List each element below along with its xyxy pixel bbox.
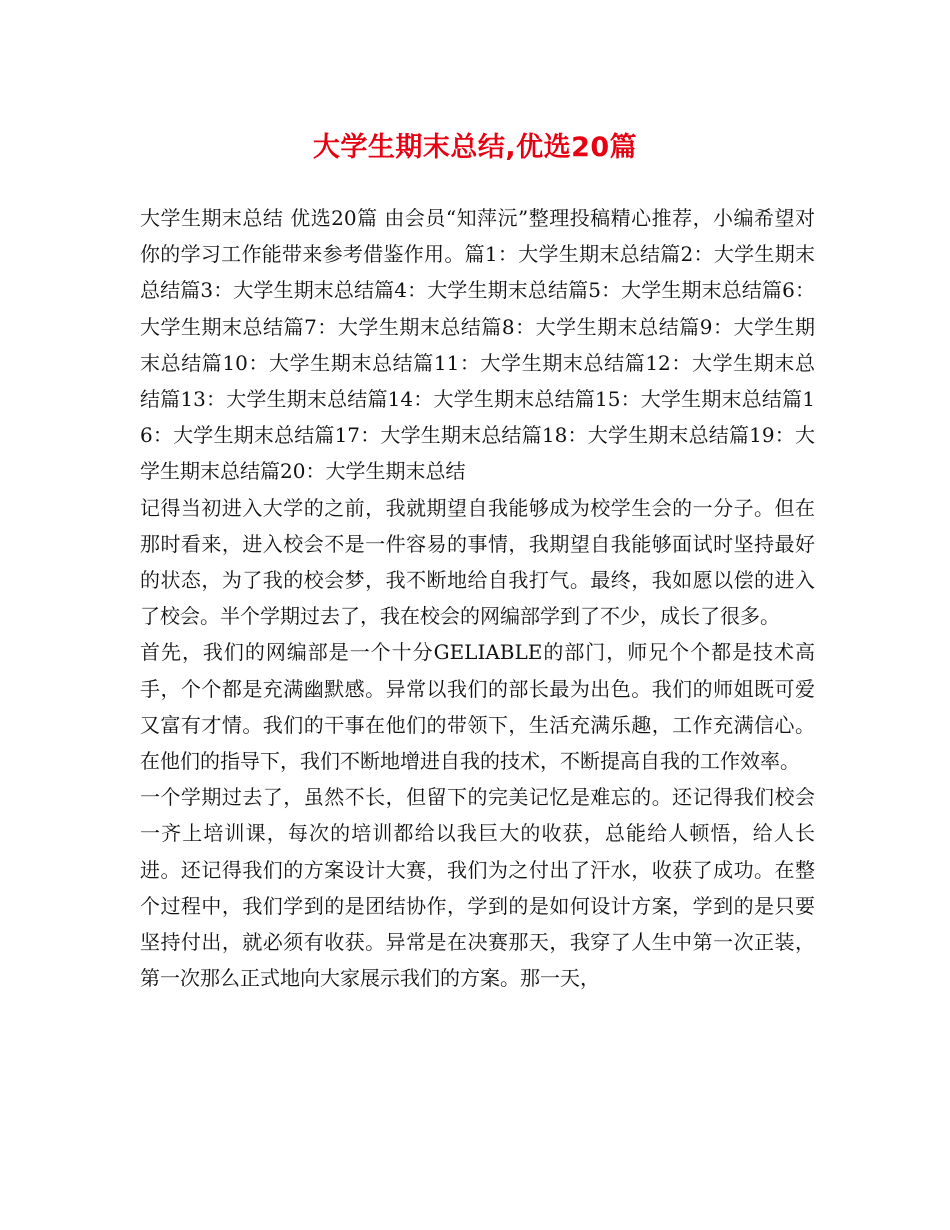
body-paragraph-1: 记得当初进入大学的之前，我就期望自我能够成为校学生会的一分子。但在那时看来，进入校会不是一件容易的事情，我期望自我能够面试时坚持最好的状态，为了我的校会梦，我不断地给自我打气。最终，我如愿以偿的进入了校会。半个学期过去了，我在校会的网编部学到了不少，成长了很多。 xyxy=(140,495,815,629)
body-paragraph-3: 一个学期过去了，虽然不长，但留下的完美记忆是难忘的。还记得我们校会一齐上培训课，每次的培训都给以我巨大的收获，总能给人顿悟，给人长进。还记得我们的方案设计大赛，我们为之付出了汗水，收获了成功。在整个过程中，我们学到的是团结协作，学到的是如何设计方案，学到的是只要坚持付出，就必须有收获。异常是在决赛那天，我穿了人生中第一次正装，第一次那么正式地向大家展示我们的方案。那一天， xyxy=(140,785,815,991)
document-body xyxy=(140,200,815,996)
intro-paragraph: 大学生期末总结 优选20篇 由会员“知萍沅”整理投稿精心推荐，小编希望对你的学习工作能带来参考借鉴作用。篇1：大学生期末总结篇2：大学生期末总结篇3：大学生期末总结篇4：大学生期末总结篇5：大学生期末总结篇6：大学生期末总结篇7：大学生期末总结篇8：大学生期末总结篇9：大学生期末总结篇10：大学生期末总结篇11：大学生期末总结篇12：大学生期末总结篇13：大学生期末总结篇14：大学生期末总结篇15：大学生期末总结篇16：大学生期末总结篇17：大学生期末总结篇18：大学生期末总结篇19：大学生期末总结篇20：大学生期末总结 xyxy=(140,206,815,484)
document-title: 大学生期末总结,优选20篇 xyxy=(312,132,638,163)
body-paragraph-2: 首先，我们的网编部是一个十分GELIABLE的部门，师兄个个都是技术高手，个个都是充满幽默感。异常以我们的部长最为出色。我们的师姐既可爱又富有才情。我们的干事在他们的带领下，生活充满乐趣，工作充满信心。在他们的指导下，我们不断地增进自我的技术，不断提高自我的工作效率。 xyxy=(140,640,815,774)
